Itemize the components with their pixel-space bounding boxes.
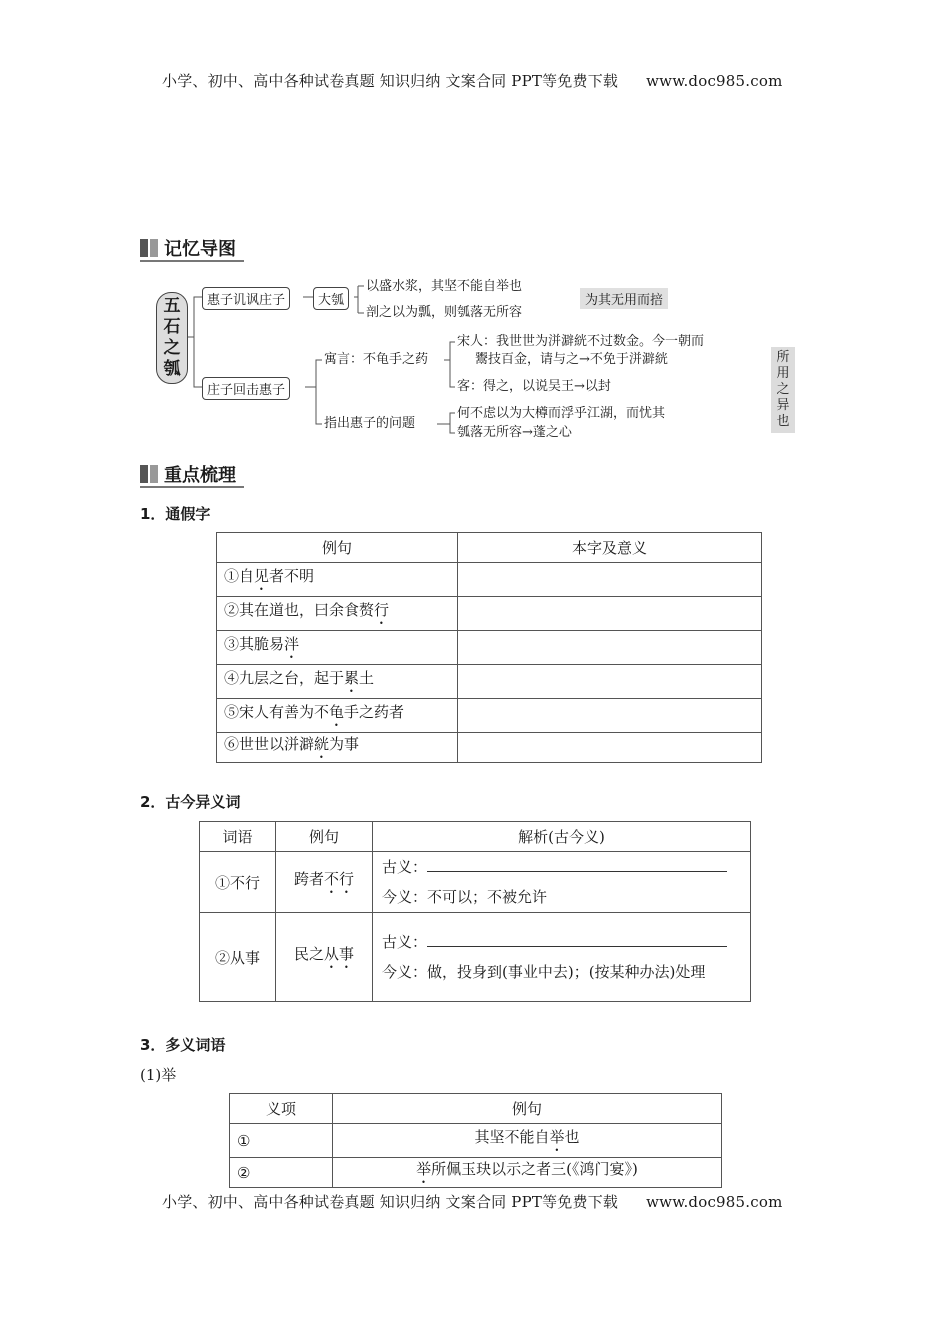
new-meaning: 今义：做，投身到(事业中去)；(按某种办法)处理 [382, 963, 706, 981]
question-2-label: 2．古今异义词 [140, 793, 241, 811]
dotted-char: 举 [416, 1160, 432, 1178]
section-marker-icon [140, 465, 148, 483]
connector-line [186, 297, 202, 337]
text: 者不明 [269, 567, 315, 585]
arrow-icon: → [579, 352, 590, 367]
dotted-char: 絖 [314, 735, 330, 753]
dotted-char: 累 [344, 669, 360, 687]
table-cell-example [217, 699, 458, 733]
table-cell-example [217, 597, 458, 631]
old-meaning-label: 古义： [382, 933, 428, 951]
question-3-sub: (1)举 [140, 1066, 177, 1084]
table-header-cell: 义项 [230, 1094, 333, 1124]
table-cell-answer[interactable] [458, 563, 762, 597]
dotted-char: 从事 [324, 944, 355, 963]
table-cell-answer[interactable] [458, 733, 762, 763]
table-header-cell: 词语 [200, 822, 276, 852]
text: ③其脆易 [224, 635, 285, 653]
connector-line [354, 286, 364, 313]
mindmap-branch-1: 惠子讥讽庄子 [202, 287, 290, 310]
text: 跨者 [293, 869, 324, 888]
table-cell-example [217, 733, 458, 763]
mindmap-leaf: 何不虑以为大樽而浮乎江湖，而忧其 [457, 406, 666, 421]
text: 民之 [293, 944, 324, 963]
table-cell-analysis [373, 913, 751, 1002]
mindmap-leaf-text: 客：得之，以说吴王 [457, 379, 575, 394]
page-footer [162, 1191, 783, 1212]
table-cell-item[interactable]: ① [230, 1124, 333, 1158]
text: ④九层之台，起于 [224, 669, 345, 687]
answer-blank[interactable] [427, 857, 727, 872]
section-title-text: 重点梳理 [164, 465, 236, 486]
text: 土 [359, 669, 375, 687]
table-header-cell: 例句 [217, 533, 458, 563]
table-header-row [200, 822, 751, 852]
mindmap-leaf: 宋人：我世世为洴澼絖不过数金。今一朝而 [457, 334, 705, 349]
text: 所佩玉玦以示之者三(《鸿门宴》) [431, 1160, 638, 1178]
header-url[interactable]: www.doc985.com [646, 72, 783, 90]
table-row [200, 913, 751, 1002]
table-row [217, 631, 762, 665]
text: ②其在道也，曰余食赘 [224, 601, 375, 619]
text: ①自 [224, 567, 255, 585]
mindmap-node-fable: 寓言：不龟手之药 [324, 352, 429, 367]
mindmap-leaf: 剖之以为瓢，则瓠落无所容 [366, 305, 523, 320]
table-row [230, 1124, 722, 1158]
table-cell-example [276, 852, 373, 913]
mindmap-leaf-text: 瓠落无所容 [457, 425, 523, 440]
text: 手之药者 [344, 703, 405, 721]
table-cell-example [333, 1158, 722, 1188]
footer-url[interactable]: www.doc985.com [646, 1193, 783, 1211]
table-row [200, 852, 751, 913]
dotted-char: 行 [374, 601, 390, 619]
dotted-char: 不行 [324, 869, 355, 888]
table-row [217, 733, 762, 763]
table-cell-answer[interactable] [458, 665, 762, 699]
dotted-char: 泮 [284, 635, 300, 653]
text: 其坚不能自 [474, 1128, 550, 1146]
table-header-row [230, 1094, 722, 1124]
mindmap-leaf [457, 378, 611, 396]
mindmap-connectors [0, 0, 950, 470]
old-meaning-line [382, 852, 743, 882]
table-cell-answer[interactable] [458, 699, 762, 733]
old-meaning-line [382, 927, 743, 957]
table-row [217, 665, 762, 699]
mindmap-root-text: 五石之瓠 [163, 296, 181, 379]
question-1-label: 1．通假字 [140, 505, 211, 523]
mindmap-leaf-text: 不免于洴澼絖 [589, 352, 668, 367]
table-row [217, 563, 762, 597]
table-cell-example [217, 665, 458, 699]
table-row [217, 699, 762, 733]
dotted-char: 见 [254, 567, 270, 585]
mindmap-note: 为其无用而掊 [580, 288, 668, 309]
table-cell-answer[interactable] [458, 597, 762, 631]
section-underline [140, 486, 244, 488]
mindmap-side-note-text: 所用之异也 [776, 350, 790, 429]
header-text: 小学、初中、高中各种试卷真题 知识归纳 文案合同 PPT等免费下载 [162, 72, 619, 90]
arrow-icon: → [574, 379, 585, 394]
table-header-row [217, 533, 762, 563]
footer-text: 小学、初中、高中各种试卷真题 知识归纳 文案合同 PPT等免费下载 [162, 1193, 619, 1211]
table-cell-example [276, 913, 373, 1002]
table-cell-example [217, 563, 458, 597]
dotted-char: 龟 [329, 703, 345, 721]
mindmap-node-problem: 指出惠子的问题 [324, 416, 416, 431]
connector-line [444, 342, 455, 387]
dotted-char: 举 [549, 1128, 565, 1146]
connector-line [194, 337, 202, 387]
mindmap-leaf: 以盛水浆，其坚不能自举也 [366, 279, 523, 294]
section-title-text: 记忆导图 [164, 239, 236, 260]
table-header-cell: 例句 [333, 1094, 722, 1124]
arrow-icon: → [522, 425, 533, 440]
table-cell-example [217, 631, 458, 665]
mindmap-leaf-text: 蓬之心 [532, 425, 572, 440]
text: ⑤宋人有善为不 [224, 703, 330, 721]
table-cell-word: ①不行 [200, 852, 276, 913]
mindmap-branch-2: 庄子回击惠子 [202, 377, 290, 400]
old-meaning-label: 古义： [382, 858, 428, 876]
table-row [230, 1158, 722, 1188]
mindmap-leaf [457, 424, 572, 442]
answer-blank[interactable] [427, 932, 727, 947]
table-cell-analysis [373, 852, 751, 913]
table-gujinyiyi [199, 821, 751, 1002]
table-cell-word: ②从事 [200, 913, 276, 1002]
text: 也 [564, 1128, 580, 1146]
table-row [217, 597, 762, 631]
connector-line [316, 387, 322, 424]
text: 为事 [329, 735, 360, 753]
mindmap-side-note [771, 347, 795, 433]
table-header-cell: 解析(古今义) [373, 822, 751, 852]
section-marker-icon [150, 465, 158, 483]
mindmap-leaf-text: 鬻技百金，请与之 [475, 352, 580, 367]
section-title-keypoints [140, 463, 236, 485]
question-3-label: 3．多义词语 [140, 1036, 226, 1054]
mindmap-node-dahu: 大瓠 [313, 287, 349, 310]
mindmap-leaf-text: 以封 [584, 379, 611, 394]
connector-line [305, 360, 322, 387]
mindmap-leaf [475, 351, 668, 369]
text: ⑥世世以洴澼 [224, 735, 315, 753]
table-cell-item[interactable]: ② [230, 1158, 333, 1188]
table-tongjiazi [216, 532, 762, 763]
table-header-cell: 本字及意义 [458, 533, 762, 563]
new-meaning: 今义：不可以；不被允许 [382, 888, 548, 906]
table-header-cell: 例句 [276, 822, 373, 852]
table-duoyici [229, 1093, 722, 1188]
mindmap-root [156, 292, 188, 384]
connector-line [437, 413, 455, 433]
table-cell-answer[interactable] [458, 631, 762, 665]
table-cell-example [333, 1124, 722, 1158]
